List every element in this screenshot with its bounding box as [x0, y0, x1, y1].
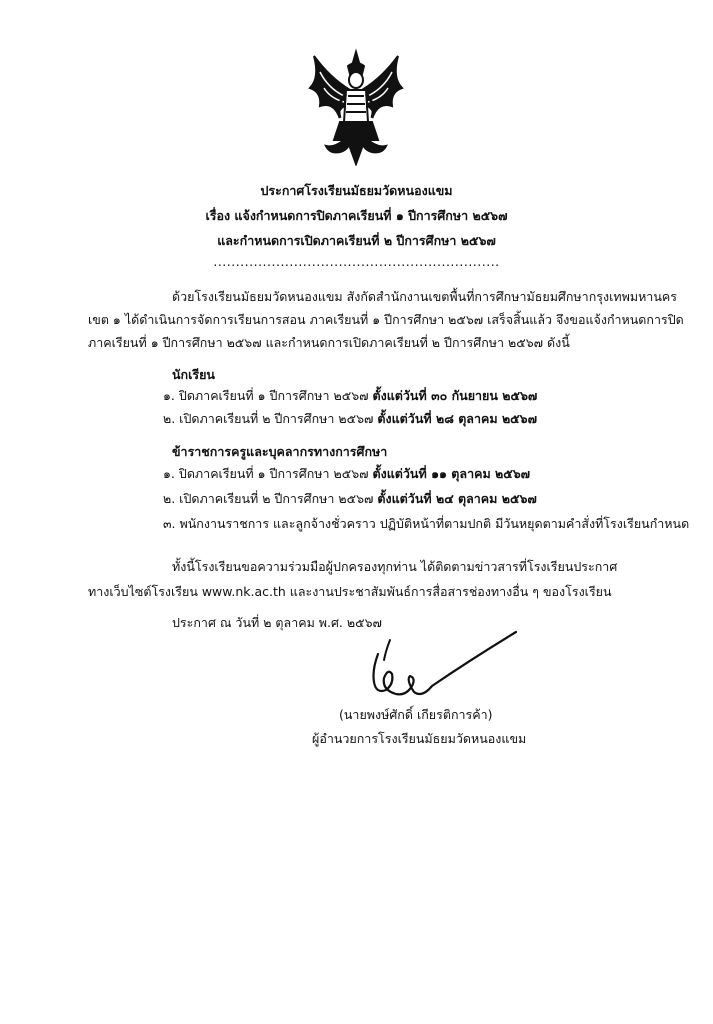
- students-heading: นักเรียน: [172, 367, 215, 382]
- announcement-title: ประกาศโรงเรียนมัธยมวัดหนองแขม: [260, 183, 453, 198]
- closing-line-2: ทางเว็บไซต์โรงเรียน www.nk.ac.th และงานประชาสัมพันธ์การสื่อสารช่องทางอื่น ๆ ของโรงเรียน: [88, 584, 612, 599]
- signer-position: ผู้อำนวยการโรงเรียนมัธยมวัดหนองแขม: [312, 731, 527, 746]
- students-item-1: ๑. ปิดภาคเรียนที่ ๑ ปีการศึกษา ๒๕๖๗ ตั้งแต่วันที่ ๓๐ กันยายน ๒๕๖๗: [163, 388, 538, 403]
- staff-item-1: ๑. ปิดภาคเรียนที่ ๑ ปีการศึกษา ๒๕๖๗ ตั้งแต่วันที่ ๑๑ ตุลาคม ๒๕๖๗: [163, 466, 531, 481]
- students-item-2: ๒. เปิดภาคเรียนที่ ๒ ปีการศึกษา ๒๕๖๗ ตั้งแต่วันที่ ๒๘ ตุลาคม ๒๕๖๗: [163, 411, 537, 426]
- staff-item-2: ๒. เปิดภาคเรียนที่ ๒ ปีการศึกษา ๒๕๖๗ ตั้งแต่วันที่ ๒๔ ตุลาคม ๒๕๖๗: [163, 491, 537, 506]
- announcement-date: ประกาศ ณ วันที่ ๒ ตุลาคม พ.ศ. ๒๕๖๗: [172, 615, 382, 630]
- announcement-subject-line1: เรื่อง แจ้งกำหนดการปิดภาคเรียนที่ ๑ ปีการศึกษา ๒๕๖๗: [205, 208, 508, 223]
- intro-line-3: ภาคเรียนที่ ๑ ปีการศึกษา ๒๕๖๗ และกำหนดการเปิดภาคเรียนที่ ๒ ปีการศึกษา ๒๕๖๗ ดังนี้: [88, 335, 570, 350]
- garuda-emblem-icon: [300, 48, 412, 166]
- signature-icon: [360, 620, 540, 710]
- staff-item-3: ๓. พนักงานราชการ และลูกจ้างชั่วคราว ปฏิบัติหน้าที่ตามปกติ มีวันหยุดตามคำสั่งที่โรงเรียนกำหนด: [163, 516, 690, 531]
- signer-name: (นายพงษ์ศักดิ์ เกียรติการค้า): [339, 707, 493, 722]
- staff-heading: ข้าราชการครูและบุคลากรทางการศึกษา: [172, 444, 388, 459]
- closing-line-1: ทั้งนี้โรงเรียนขอความร่วมมือผู้ปกครองทุกท่าน ได้ติดตามข่าวสารที่โรงเรียนประกาศ: [172, 559, 618, 574]
- intro-line-1: ด้วยโรงเรียนมัธยมวัดหนองแขม สังกัดสำนักงานเขตพื้นที่การศึกษามัธยมศึกษากรุงเทพมหานคร: [172, 289, 677, 304]
- header-divider: ................................................................: [213, 254, 500, 269]
- announcement-subject-line2: และกำหนดการเปิดภาคเรียนที่ ๒ ปีการศึกษา ๒๕๖๗: [217, 233, 496, 248]
- intro-line-2: เขต ๑ ได้ดำเนินการจัดการเรียนการสอน ภาคเรียนที่ ๑ ปีการศึกษา ๒๕๖๗ เสร็จสิ้นแล้ว จึงขอแจ้งกำหนดการปิด: [88, 312, 684, 327]
